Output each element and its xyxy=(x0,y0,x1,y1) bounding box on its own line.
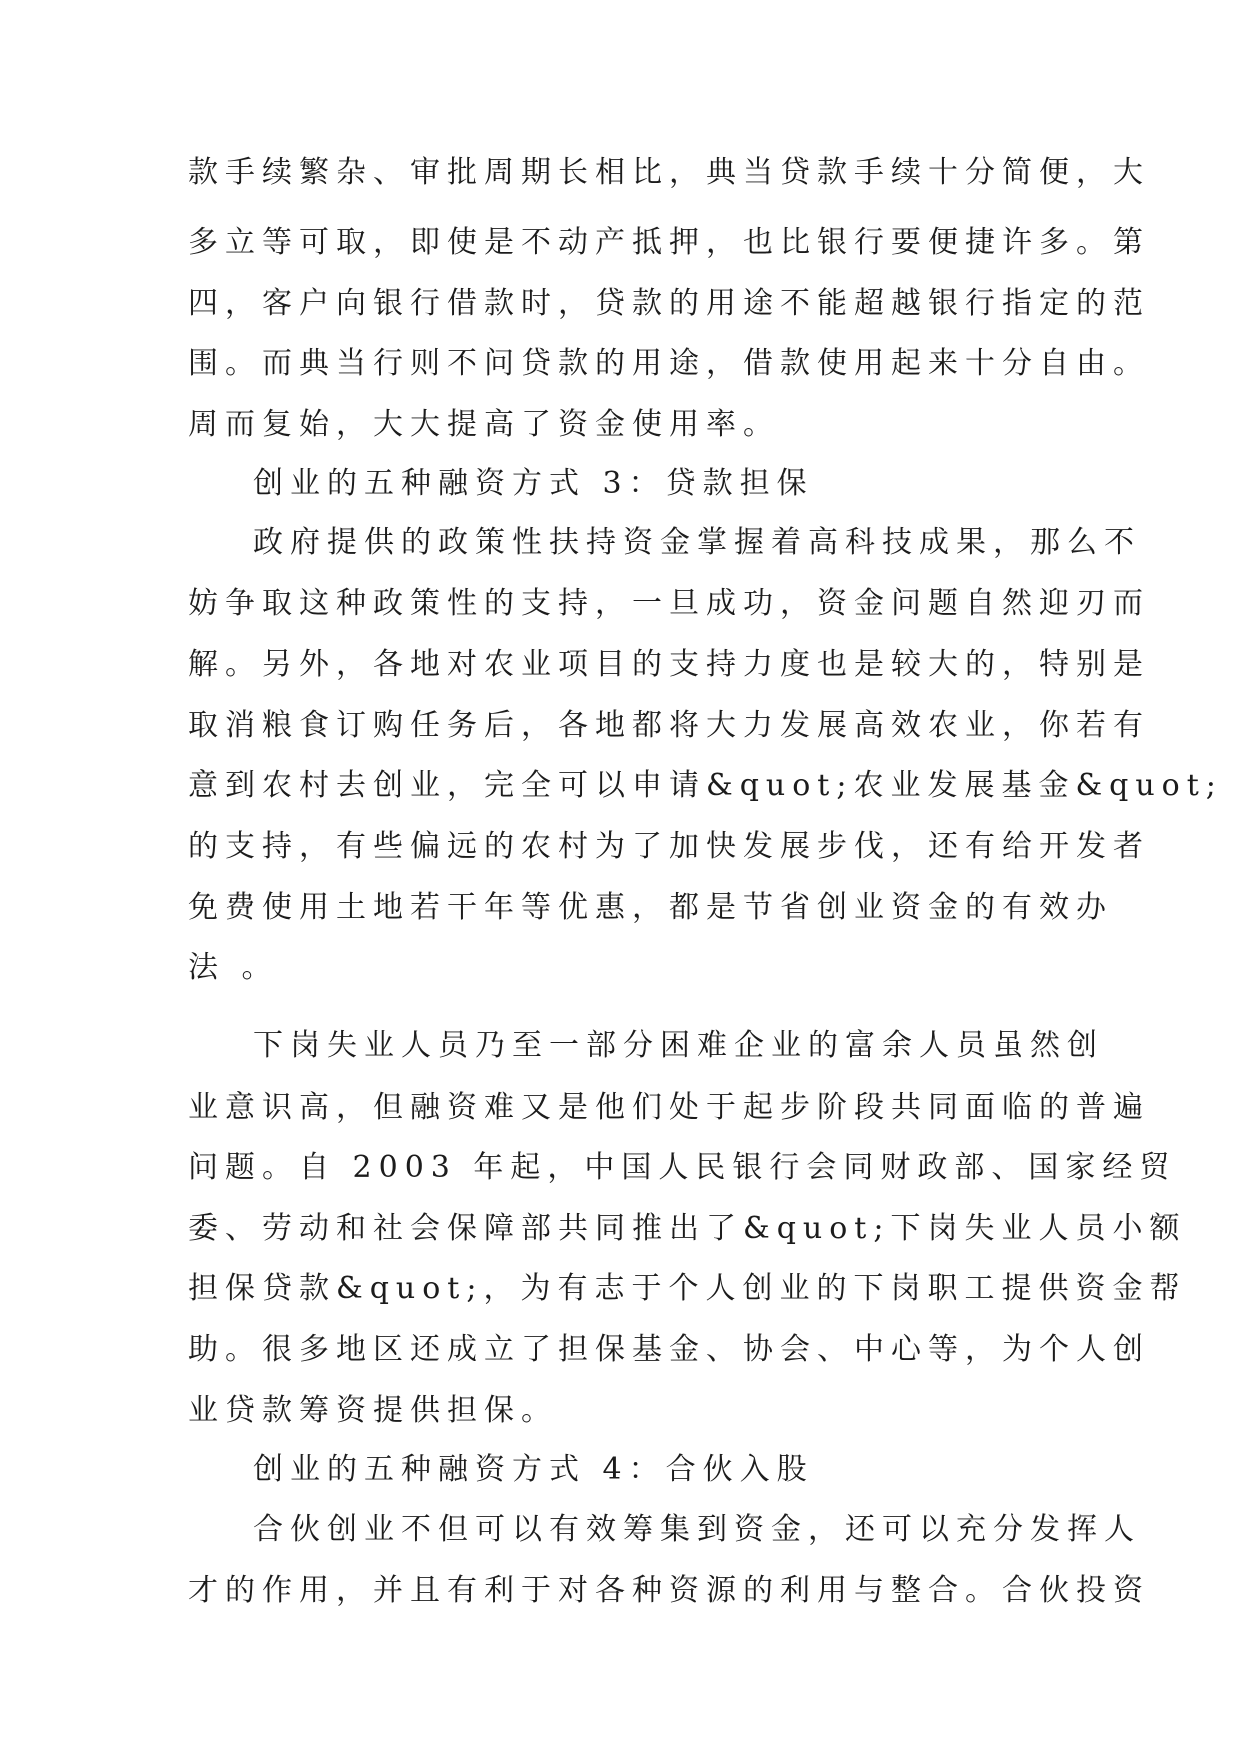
text-line: 多立等可取，即使是不动产抵押，也比银行要便捷许多。第 xyxy=(188,225,1150,260)
text-line: 妨争取这种政策性的支持，一旦成功，资金问题自然迎刃而 xyxy=(188,586,1150,621)
text-line: 才的作用，并且有利于对各种资源的利用与整合。合伙投资 xyxy=(188,1573,1150,1608)
text-line: 款手续繁杂、审批周期长相比，典当贷款手续十分简便，大 xyxy=(188,155,1150,190)
text-line: 取消粮食订购任务后，各地都将大力发展高效农业，你若有 xyxy=(188,708,1150,743)
text-line: 的支持，有些偏远的农村为了加快发展步伐，还有给开发者 xyxy=(188,829,1150,864)
text-line: 围。而典当行则不问贷款的用途，借款使用起来十分自由。 xyxy=(188,346,1150,381)
section-heading: 创业的五种融资方式 4：合伙入股 xyxy=(253,1452,814,1487)
text-line: 四，客户向银行借款时，贷款的用途不能超越银行指定的范 xyxy=(188,286,1150,321)
text-line: 政府提供的政策性扶持资金掌握着高科技成果，那么不 xyxy=(253,525,1141,560)
text-line: 下岗失业人员乃至一部分困难企业的富余人员虽然创 xyxy=(253,1028,1104,1063)
text-line: 合伙创业不但可以有效筹集到资金，还可以充分发挥人 xyxy=(253,1512,1141,1547)
text-line: 业贷款筹资提供担保。 xyxy=(188,1393,558,1428)
text-line: 周而复始，大大提高了资金使用率。 xyxy=(188,407,780,442)
text-line: 免费使用土地若干年等优惠，都是节省创业资金的有效办 xyxy=(188,890,1113,925)
section-heading: 创业的五种融资方式 3：贷款担保 xyxy=(253,466,814,501)
text-line: 意到农村去创业，完全可以申请&quot;农业发展基金&quot; xyxy=(188,768,1223,803)
text-line: 法 。 xyxy=(188,950,279,985)
text-line: 解。另外，各地对农业项目的支持力度也是较大的，特别是 xyxy=(188,647,1150,682)
text-line: 担保贷款&quot;，为有志于个人创业的下岗职工提供资金帮 xyxy=(188,1271,1187,1306)
text-line: 问题。自 2003 年起，中国人民银行会同财政部、国家经贸 xyxy=(188,1150,1177,1185)
text-line: 助。很多地区还成立了担保基金、协会、中心等，为个人创 xyxy=(188,1332,1150,1367)
text-line: 委、劳动和社会保障部共同推出了&quot;下岗失业人员小额 xyxy=(188,1211,1187,1246)
text-line: 业意识高，但融资难又是他们处于起步阶段共同面临的普遍 xyxy=(188,1090,1150,1125)
